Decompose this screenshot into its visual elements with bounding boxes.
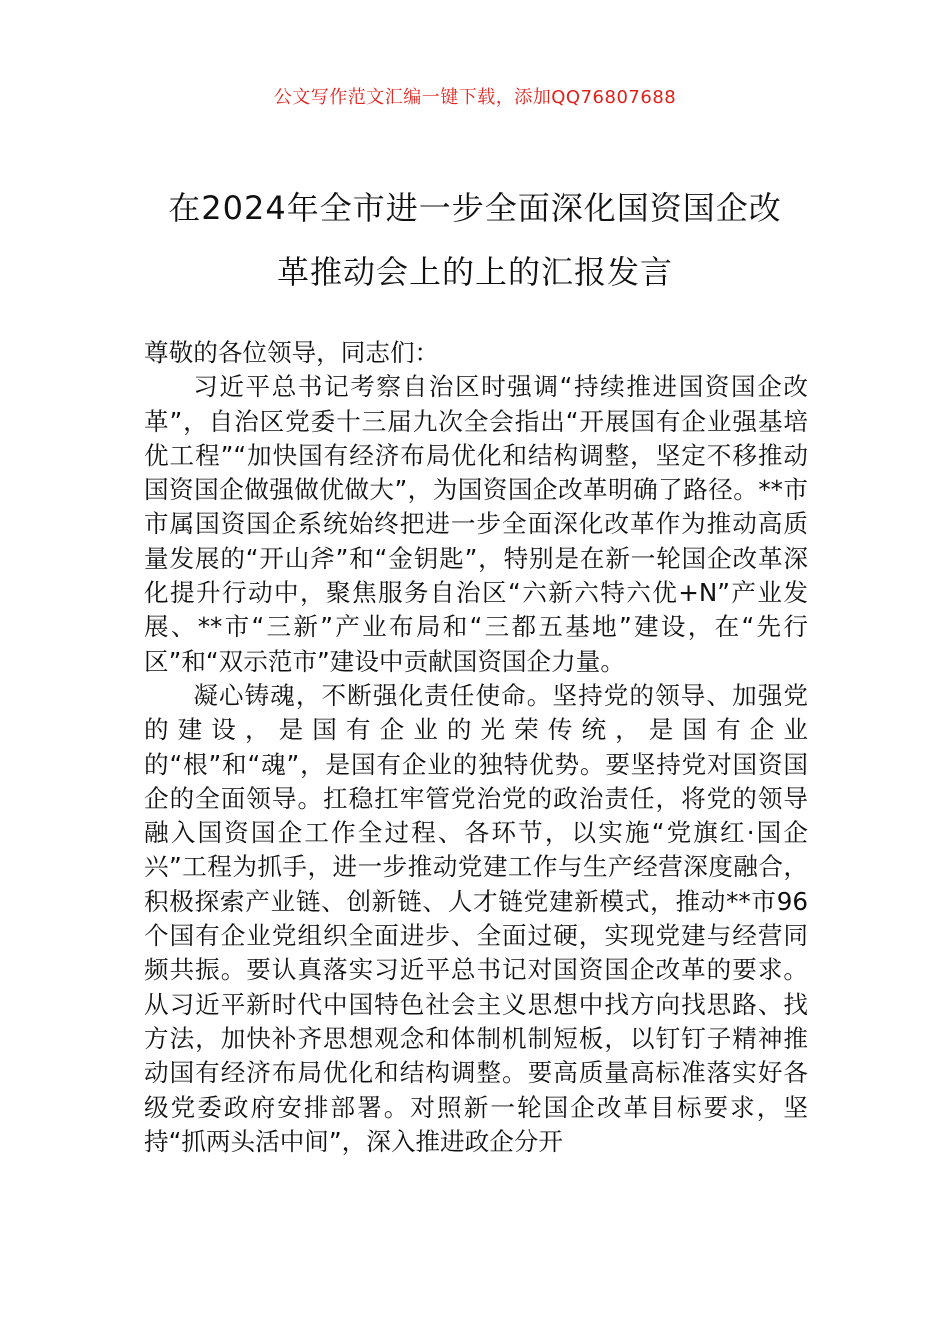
paragraph: 凝心铸魂，不断强化责任使命。坚持党的领导、加强党的建设，是国有企业的光荣传统，是国有企业的“根”和“魂”，是国有企业的独特优势。要坚持党对国资国企的全面领导。扛稳扛牢管党治党的政治责任，将党的领导融入国资国企工作全过程、各环节，以实施“党旗红·国企兴”工程为抓手，进一步推动党建工作与生产经营深度融合，积极探索产业链、创新链、人才链党建新模式，推动**市96个国有企业党组织全面进步、全面过硬，实现党建与经营同频共振。要认真落实习近平总书记对国资国企改革的要求。从习近平新时代中国特色社会主义思想中找方向找思路、找方法，加快补齐思想观念和体制机制短板，以钉钉子精神推动国有经济布局优化和结构调整。要高质量高标准落实好各级党委政府安排部署。对照新一轮国企改革目标要求，坚持“抓两头活中间”，深入推进政企分开 <box>144 680 808 1156</box>
salutation: 尊敬的各位领导，同志们： <box>144 338 440 367</box>
document-body <box>144 336 808 1159</box>
download-ad-banner: 公文写作范文汇编一键下载，添加QQ76807688 <box>273 87 677 108</box>
title-line-1: 在2024年全市进一步全面深化国资国企改 <box>168 189 782 227</box>
document-title <box>120 176 830 304</box>
title-line-2: 革推动会上的上的汇报发言 <box>276 253 673 291</box>
paragraph: 习近平总书记考察自治区时强调“持续推进国资国企改革”，自治区党委十三届九次全会指出“开展国有企业强基培优工程”“加快国有经济布局优化和结构调整，坚定不移推动国资国企做强做优做大”，为国资国企改革明确了路径。**市市属国资国企系统始终把进一步全面深化改革作为推动高质量发展的“开山斧”和“金钥匙”，特别是在新一轮国企改革深化提升行动中，聚焦服务自治区“六新六特六优+N”产业发展、**市“三新”产业布局和“三都五基地”建设，在“先行区”和“双示范市”建设中贡献国资国企力量。 <box>144 372 808 676</box>
